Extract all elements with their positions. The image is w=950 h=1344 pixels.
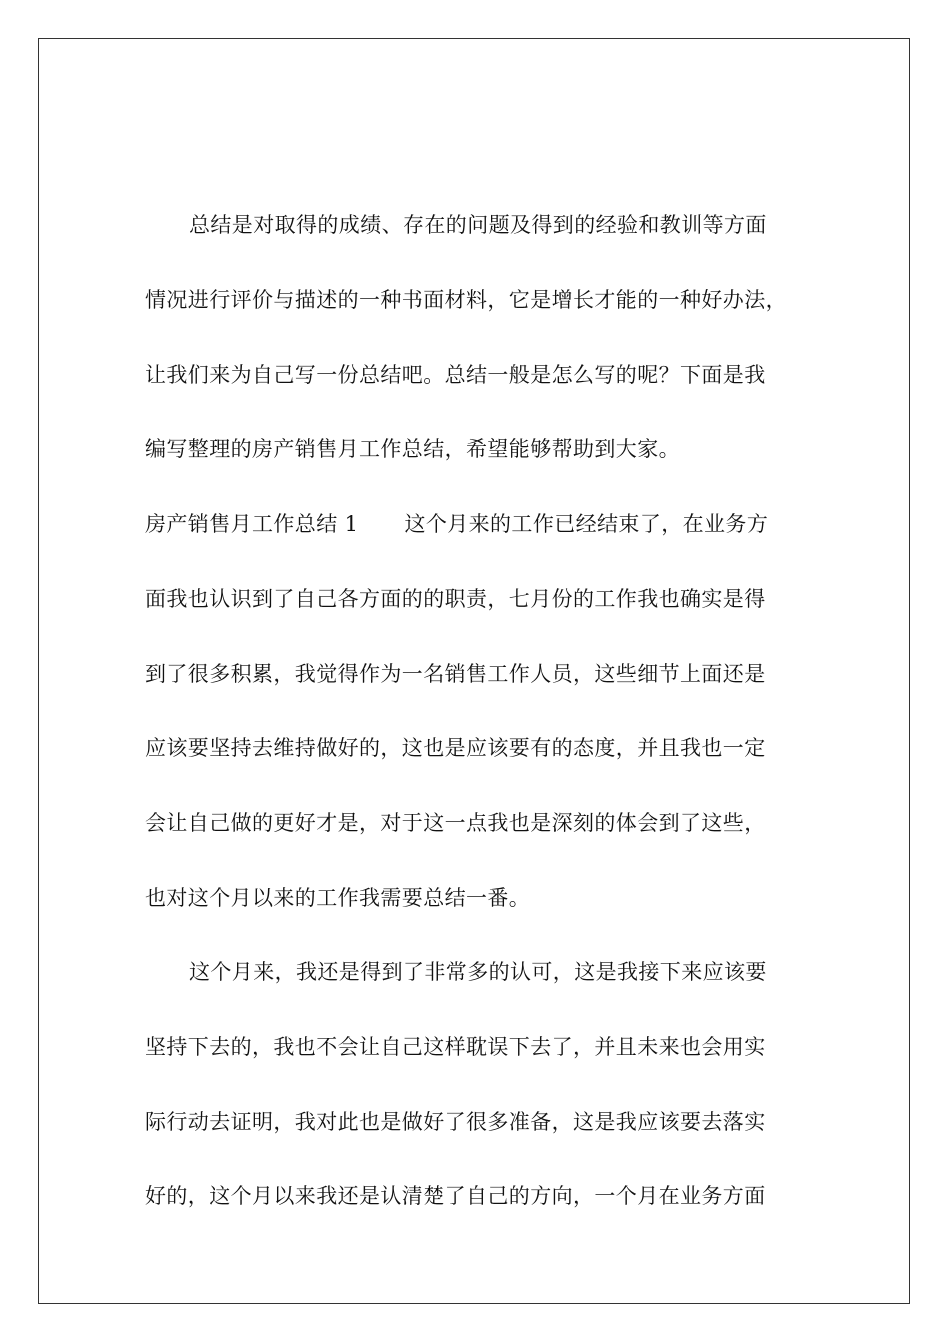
text-line: 编写整理的房产销售月工作总结，希望能够帮助到大家。 [145,437,680,461]
text-line: 应该要坚持去维持做好的，这也是应该要有的态度，并且我也一定 [145,736,766,760]
text-line: 让我们来为自己写一份总结吧。总结一般是怎么写的呢？下面是我 [145,363,766,387]
text-line: 际行动去证明，我对此也是做好了很多准备，这是我应该要去落实 [145,1110,766,1134]
text-line: 到了很多积累，我觉得作为一名销售工作人员，这些细节上面还是 [145,662,766,686]
text-line: 也对这个月以来的工作我需要总结一番。 [145,886,531,910]
section-heading-line [145,510,768,538]
text-line: 总结是对取得的成绩、存在的问题及得到的经验和教训等方面 [189,213,767,237]
text-line: 这个月来，我还是得到了非常多的认可，这是我接下来应该要 [189,960,767,984]
text-line: 情况进行评价与描述的一种书面材料，它是增长才能的一种好办法， [145,288,787,312]
section-title: 房产销售月工作总结 1 [145,512,359,536]
text-line: 会让自己做的更好才是，对于这一点我也是深刻的体会到了这些， [145,811,766,835]
text-line: 这个月来的工作已经结束了，在业务方 [404,512,769,536]
text-line: 好的，这个月以来我还是认清楚了自己的方向，一个月在业务方面 [145,1184,766,1208]
text-line: 面我也认识到了自己各方面的的职责，七月份的工作我也确实是得 [145,587,766,611]
text-line: 坚持下去的，我也不会让自己这样耽误下去了，并且未来也会用实 [145,1035,766,1059]
